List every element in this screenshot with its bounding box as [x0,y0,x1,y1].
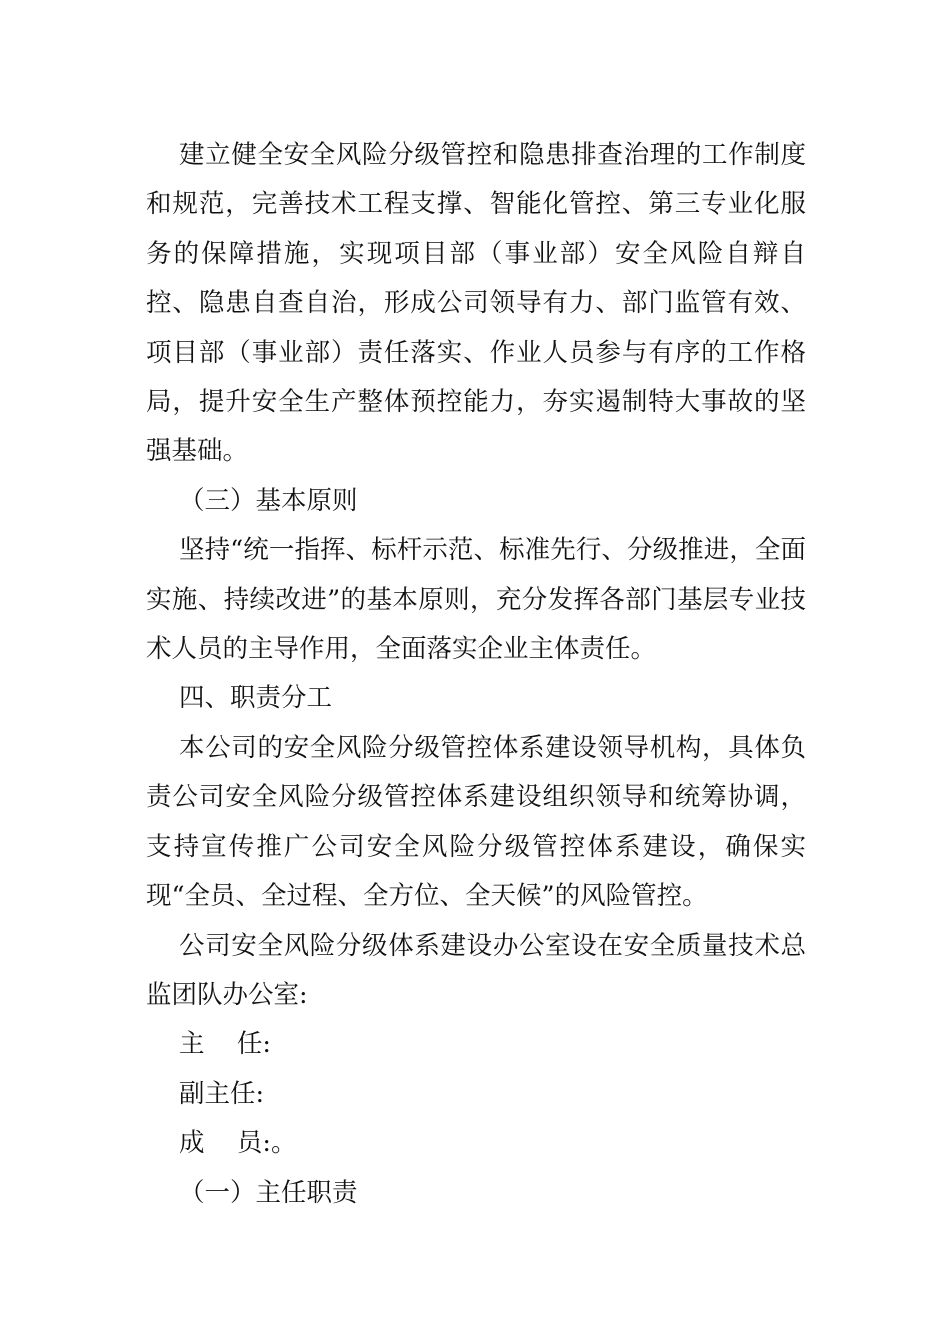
document-body [146,131,806,1218]
line-members: 成 员:。 [179,1128,297,1159]
line-deputy-director: 副主任: [179,1078,265,1109]
paragraph-office: 公司安全风险分级体系建设办公室设在安全质量技术总监团队办公室: [146,930,806,1010]
paragraph-leadership: 本公司的安全风险分级管控体系建设领导机构，具体负责公司安全风险分级管控体系建设组织领导和统筹协调，支持宣传推广公司安全风险分级管控体系建设，确保实现“全员、全过程、全方位、全天候”的风险管控。 [146,732,806,912]
line-director: 主 任: [179,1029,272,1060]
paragraph-principles: 坚持“统一指挥、标杆示范、标准先行、分级推进，全面实施、持续改进”的基本原则，充分发挥各部门基层专业技术人员的主导作用，全面落实企业主体责任。 [146,535,806,665]
paragraph-goals: 建立健全安全风险分级管控和隐患排查治理的工作制度和规范，完善技术工程支撑、智能化管控、第三专业化服务的保障措施，实现项目部（事业部）安全风险自辩自控、隐患自查自治，形成公司领导有力、部门监管有效、项目部（事业部）责任落实、作业人员参与有序的工作格局，提升安全生产整体预控能力，夯实遏制特大事故的坚强基础。 [146,140,806,467]
heading-responsibilities: 四、职责分工 [179,683,333,714]
heading-basic-principles: （三）基本原则 [179,485,358,516]
heading-director-duties: （一）主任职责 [179,1177,358,1208]
